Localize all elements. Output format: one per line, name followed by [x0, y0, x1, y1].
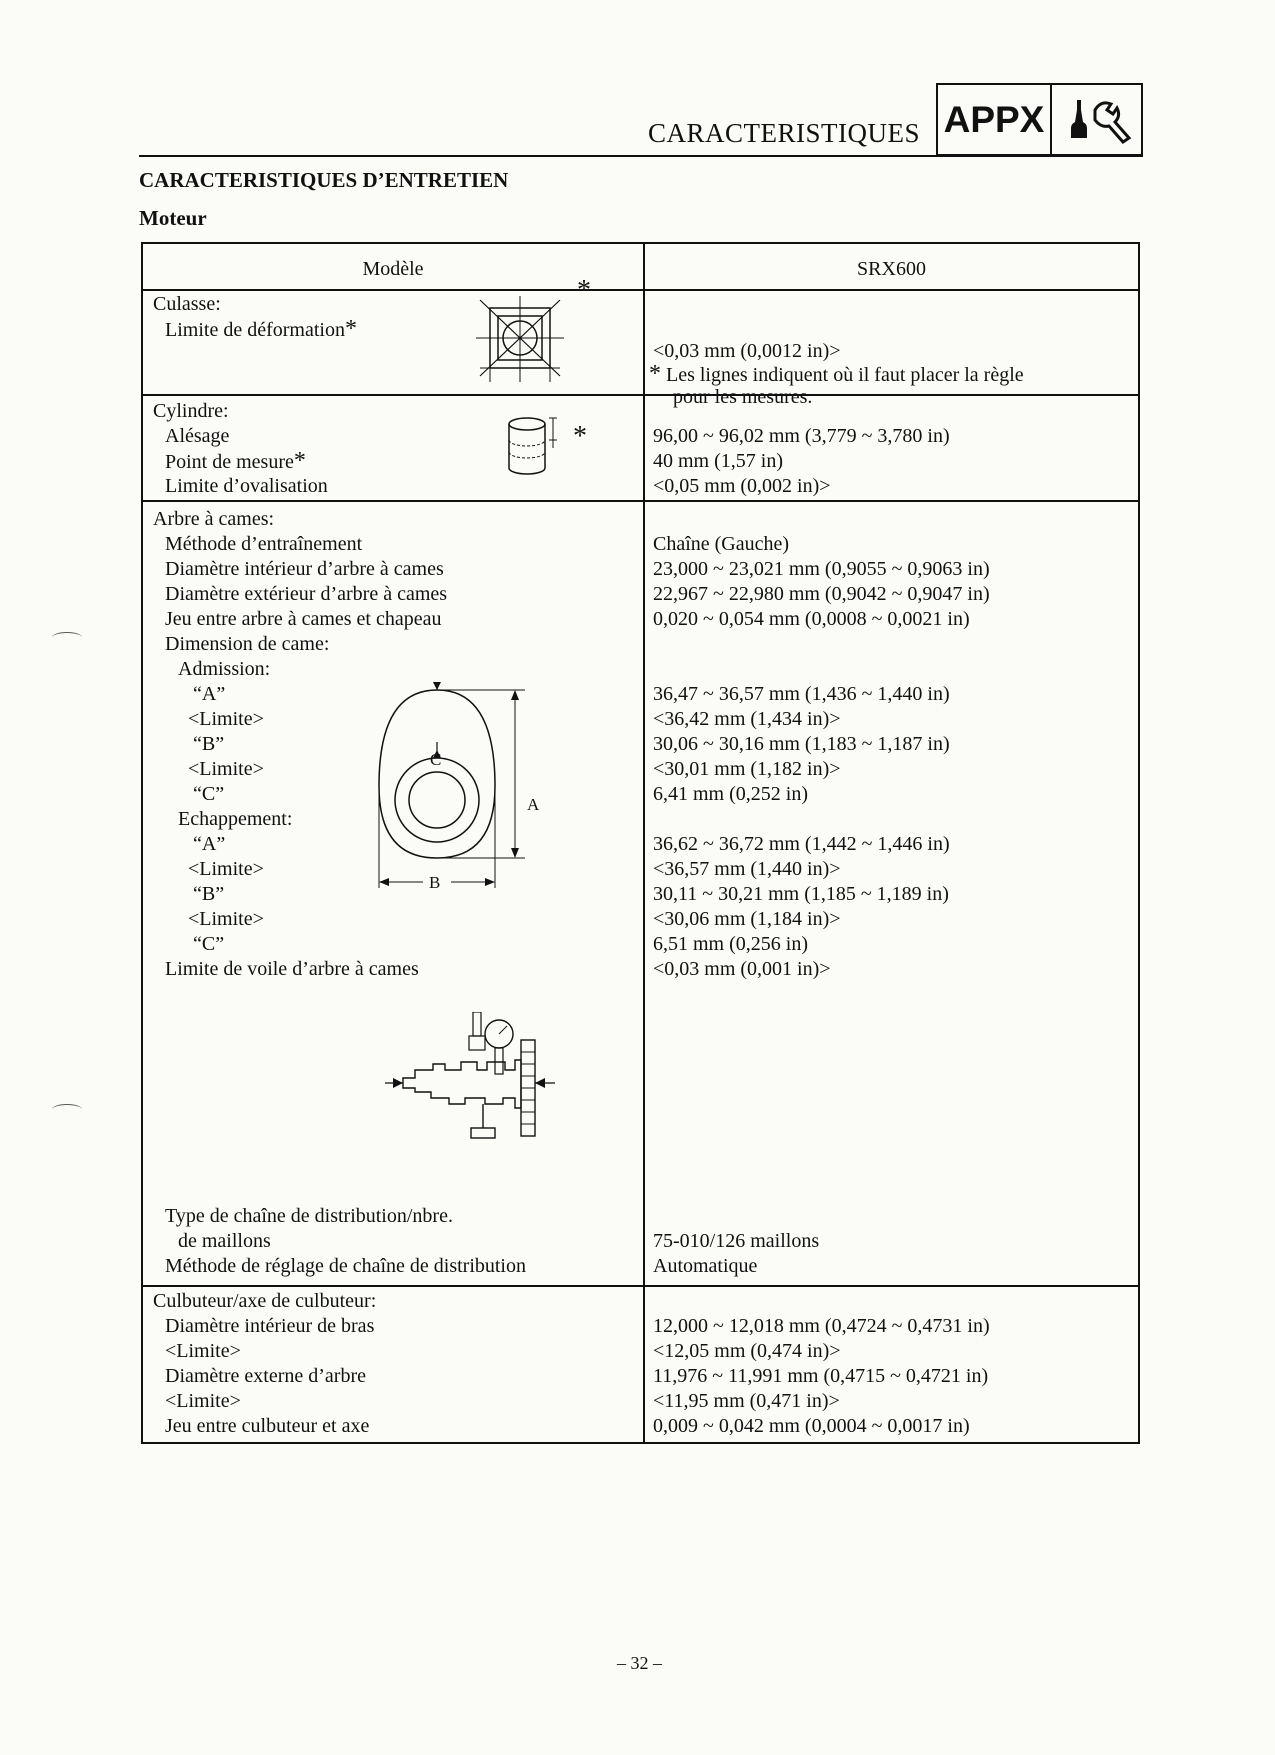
column-divider: [643, 244, 645, 1442]
jeu-arbre-label: Jeu entre arbre à cames et chapeau: [165, 608, 442, 630]
ovalisation-value: <0,05 mm (0,002 in)>: [653, 475, 831, 497]
row-divider: [143, 500, 1138, 502]
adm-a-label: “A”: [193, 683, 226, 705]
ech-a-limit-value: <36,57 mm (1,440 in)>: [653, 858, 841, 880]
jeu-culbuteur-label: Jeu entre culbuteur et axe: [165, 1415, 370, 1437]
entrainement-label: Méthode d’entraînement: [165, 533, 363, 555]
ech-b-value: 30,11 ~ 30,21 mm (1,185 ~ 1,189 in): [653, 883, 949, 905]
cam-label-c: C: [430, 750, 442, 769]
ech-b-limit-value: <30,06 mm (1,184 in)>: [653, 908, 841, 930]
header-rule: [139, 155, 1143, 157]
diam-int-value: 23,000 ~ 23,021 mm (0,9055 ~ 0,9063 in): [653, 558, 990, 580]
ech-c-value: 6,51 mm (0,256 in): [653, 933, 808, 955]
chain-adjust-value: Automatique: [653, 1255, 758, 1277]
appx-label: APPX: [938, 85, 1052, 154]
arbre-limit-label: <Limite>: [165, 1390, 241, 1412]
point-de-mesure-value: 40 mm (1,57 in): [653, 450, 783, 472]
sub-title: Moteur: [139, 206, 207, 230]
arbre-limit-value: <11,95 mm (0,471 in)>: [653, 1390, 840, 1412]
cam-label-a: A: [527, 795, 540, 814]
ech-a-limit-label: <Limite>: [188, 858, 264, 880]
margin-mark: [52, 1104, 82, 1115]
row-divider: [143, 1285, 1138, 1287]
voile-value: <0,03 mm (0,001 in)>: [653, 958, 831, 980]
bras-diam-label: Diamètre intérieur de bras: [165, 1315, 375, 1337]
ech-c-label: “C”: [193, 933, 225, 955]
cam-lobe-diagram: [365, 682, 585, 892]
ech-a-label: “A”: [193, 833, 226, 855]
point-de-mesure-label: Point de mesure*: [165, 448, 306, 474]
ech-a-value: 36,62 ~ 36,72 mm (1,442 ~ 1,446 in): [653, 833, 950, 855]
culasse-note-cont: pour les mesures.: [673, 386, 813, 408]
culasse-asterisk: *: [577, 275, 591, 306]
alesage-label: Alésage: [165, 425, 230, 447]
cylindre-title: Cylindre:: [153, 400, 229, 422]
adm-a-limit-value: <36,42 mm (1,434 in)>: [653, 708, 841, 730]
page-header-title: CARACTERISTIQUES: [648, 118, 921, 148]
row-divider: [143, 289, 1138, 291]
camshaft-runout-diagram: [385, 1012, 585, 1152]
chain-links-label: de maillons: [178, 1230, 271, 1252]
culasse-title: Culasse:: [153, 293, 221, 315]
ech-b-label: “B”: [193, 883, 225, 905]
dimension-came-label: Dimension de came:: [165, 633, 330, 655]
page-number: – 32 –: [617, 1653, 662, 1673]
srx600-header: SRX600: [857, 258, 926, 280]
voile-label: Limite de voile d’arbre à cames: [165, 958, 419, 980]
culasse-note: * Les lignes indiquent où il faut placer la règle: [649, 361, 1024, 387]
spec-table: [141, 242, 1140, 1444]
culasse-limit-value: <0,03 mm (0,0012 in)>: [653, 340, 841, 362]
adm-b-limit-value: <30,01 mm (1,182 in)>: [653, 758, 841, 780]
appx-badge: [936, 83, 1143, 156]
entrainement-value: Chaîne (Gauche): [653, 533, 790, 555]
adm-c-value: 6,41 mm (0,252 in): [653, 783, 808, 805]
diam-ext-label: Diamètre extérieur d’arbre à cames: [165, 583, 448, 605]
cam-label-b: B: [429, 873, 441, 892]
chain-adjust-label: Méthode de réglage de chaîne de distribution: [165, 1255, 526, 1277]
adm-c-label: “C”: [193, 783, 225, 805]
culasse-deformation-label: Limite de déformation*: [165, 316, 357, 342]
ech-b-limit-label: <Limite>: [188, 908, 264, 930]
adm-a-value: 36,47 ~ 36,57 mm (1,436 ~ 1,440 in): [653, 683, 950, 705]
chain-type-label: Type de chaîne de distribution/nbre.: [165, 1205, 453, 1227]
diam-ext-value: 22,967 ~ 22,980 mm (0,9042 ~ 0,9047 in): [653, 583, 990, 605]
bras-diam-value: 12,000 ~ 12,018 mm (0,4724 ~ 0,4731 in): [653, 1315, 990, 1337]
cylindre-asterisk: *: [573, 421, 587, 452]
adm-b-value: 30,06 ~ 30,16 mm (1,183 ~ 1,187 in): [653, 733, 950, 755]
tools-icon: [1052, 85, 1141, 154]
arbre-diam-value: 11,976 ~ 11,991 mm (0,4715 ~ 0,4721 in): [653, 1365, 989, 1387]
adm-b-label: “B”: [193, 733, 225, 755]
adm-a-limit-label: <Limite>: [188, 708, 264, 730]
culbuteur-title: Culbuteur/axe de culbuteur:: [153, 1290, 377, 1312]
arbre-diam-label: Diamètre externe d’arbre: [165, 1365, 366, 1387]
bras-limit-value: <12,05 mm (0,474 in)>: [653, 1340, 841, 1362]
jeu-arbre-value: 0,020 ~ 0,054 mm (0,0008 ~ 0,0021 in): [653, 608, 970, 630]
model-header: Modèle: [362, 258, 424, 280]
cylinder-head-diagram: [476, 296, 596, 386]
alesage-value: 96,00 ~ 96,02 mm (3,779 ~ 3,780 in): [653, 425, 950, 447]
chain-type-value: 75-010/126 maillons: [653, 1230, 820, 1252]
margin-mark: [52, 632, 82, 643]
echappement-label: Echappement:: [178, 808, 293, 830]
bras-limit-label: <Limite>: [165, 1340, 241, 1362]
ovalisation-label: Limite d’ovalisation: [165, 475, 328, 497]
jeu-culbuteur-value: 0,009 ~ 0,042 mm (0,0004 ~ 0,0017 in): [653, 1415, 970, 1437]
adm-b-limit-label: <Limite>: [188, 758, 264, 780]
row-divider: [143, 394, 1138, 396]
diam-int-label: Diamètre intérieur d’arbre à cames: [165, 558, 444, 580]
admission-label: Admission:: [178, 658, 271, 680]
arbre-title: Arbre à cames:: [153, 508, 275, 530]
section-title: CARACTERISTIQUES D’ENTRETIEN: [139, 168, 509, 192]
